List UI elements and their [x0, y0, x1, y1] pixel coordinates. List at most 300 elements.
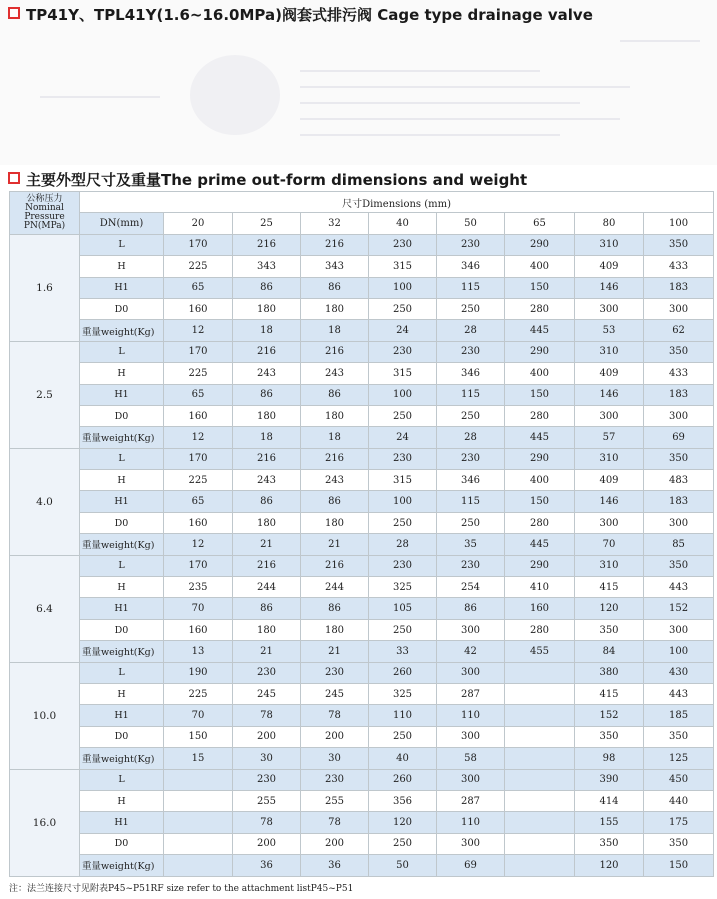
value-cell: 21 — [301, 534, 369, 555]
value-cell: 69 — [437, 855, 505, 876]
dn-size-cell: 25 — [233, 213, 301, 234]
value-cell: 409 — [575, 256, 644, 277]
value-cell: 260 — [369, 662, 437, 683]
value-cell: 78 — [233, 812, 301, 833]
value-cell: 65 — [164, 384, 233, 405]
value-cell: 280 — [505, 619, 575, 640]
value-cell — [164, 833, 233, 854]
value-cell: 120 — [575, 855, 644, 876]
parameter-label: H1 — [80, 705, 164, 726]
value-cell: 290 — [505, 234, 575, 255]
value-cell: 300 — [644, 405, 714, 426]
value-cell: 290 — [505, 555, 575, 576]
value-cell: 86 — [301, 598, 369, 619]
table-row — [10, 491, 714, 512]
parameter-label: 重量weight(Kg) — [80, 534, 164, 555]
faded-text-line — [620, 40, 700, 42]
value-cell: 433 — [644, 363, 714, 384]
value-cell: 170 — [164, 555, 233, 576]
value-cell: 280 — [505, 298, 575, 319]
value-cell: 244 — [301, 577, 369, 598]
table-row — [10, 534, 714, 555]
value-cell: 230 — [437, 448, 505, 469]
section-heading — [8, 169, 527, 190]
faded-valve-image — [190, 55, 280, 135]
value-cell: 78 — [301, 705, 369, 726]
value-cell: 300 — [575, 405, 644, 426]
value-cell: 85 — [644, 534, 714, 555]
value-cell: 310 — [575, 341, 644, 362]
value-cell: 24 — [369, 427, 437, 448]
value-cell: 18 — [233, 427, 301, 448]
value-cell: 216 — [233, 341, 301, 362]
value-cell — [505, 769, 575, 790]
value-cell: 15 — [164, 748, 233, 769]
value-cell: 42 — [437, 641, 505, 662]
value-cell: 225 — [164, 470, 233, 491]
value-cell: 36 — [233, 855, 301, 876]
value-cell: 400 — [505, 256, 575, 277]
value-cell: 415 — [575, 577, 644, 598]
value-cell: 380 — [575, 662, 644, 683]
parameter-label: H — [80, 363, 164, 384]
parameter-label: H1 — [80, 812, 164, 833]
table-row — [10, 470, 714, 491]
table-row — [10, 662, 714, 683]
parameter-label: H — [80, 790, 164, 811]
value-cell: 120 — [369, 812, 437, 833]
value-cell: 350 — [644, 234, 714, 255]
value-cell: 100 — [369, 491, 437, 512]
value-cell: 180 — [233, 405, 301, 426]
value-cell: 180 — [233, 512, 301, 533]
value-cell: 170 — [164, 448, 233, 469]
value-cell: 170 — [164, 341, 233, 362]
value-cell: 300 — [644, 512, 714, 533]
value-cell: 86 — [301, 491, 369, 512]
value-cell: 200 — [301, 833, 369, 854]
parameter-label: D0 — [80, 619, 164, 640]
value-cell — [505, 705, 575, 726]
value-cell: 12 — [164, 427, 233, 448]
value-cell: 243 — [233, 470, 301, 491]
dn-size-cell: 40 — [369, 213, 437, 234]
nominal-pressure-header — [10, 192, 80, 235]
parameter-label: D0 — [80, 405, 164, 426]
value-cell: 250 — [437, 298, 505, 319]
value-cell: 105 — [369, 598, 437, 619]
parameter-label: H — [80, 256, 164, 277]
parameter-label: D0 — [80, 833, 164, 854]
value-cell: 216 — [233, 448, 301, 469]
value-cell: 183 — [644, 277, 714, 298]
value-cell: 21 — [233, 641, 301, 662]
value-cell: 290 — [505, 341, 575, 362]
value-cell: 160 — [164, 512, 233, 533]
value-cell: 216 — [301, 341, 369, 362]
value-cell: 440 — [644, 790, 714, 811]
value-cell: 150 — [505, 491, 575, 512]
dn-size-cell: 32 — [301, 213, 369, 234]
value-cell: 350 — [644, 833, 714, 854]
value-cell: 62 — [644, 320, 714, 341]
value-cell: 230 — [437, 555, 505, 576]
value-cell — [505, 833, 575, 854]
value-cell: 100 — [369, 277, 437, 298]
value-cell: 40 — [369, 748, 437, 769]
value-cell: 152 — [575, 705, 644, 726]
faded-text-line — [300, 102, 580, 104]
value-cell: 84 — [575, 641, 644, 662]
faded-text-line — [40, 96, 160, 98]
value-cell: 445 — [505, 427, 575, 448]
value-cell: 180 — [233, 619, 301, 640]
value-cell: 28 — [437, 427, 505, 448]
corner-label-line: PN(MPa) — [23, 220, 66, 231]
value-cell: 21 — [233, 534, 301, 555]
dn-size-cell: 80 — [575, 213, 644, 234]
value-cell: 216 — [233, 234, 301, 255]
value-cell: 110 — [437, 812, 505, 833]
value-cell: 287 — [437, 790, 505, 811]
value-cell — [164, 855, 233, 876]
value-cell: 100 — [644, 641, 714, 662]
value-cell: 230 — [369, 555, 437, 576]
parameter-label: L — [80, 662, 164, 683]
value-cell: 216 — [301, 234, 369, 255]
parameter-label: L — [80, 448, 164, 469]
parameter-label: L — [80, 769, 164, 790]
value-cell: 325 — [369, 683, 437, 704]
value-cell: 350 — [575, 833, 644, 854]
value-cell: 86 — [301, 277, 369, 298]
value-cell — [505, 726, 575, 747]
value-cell: 86 — [437, 598, 505, 619]
value-cell: 120 — [575, 598, 644, 619]
value-cell: 250 — [369, 619, 437, 640]
value-cell: 86 — [233, 491, 301, 512]
red-square-bullet-icon — [8, 7, 20, 19]
value-cell: 325 — [369, 577, 437, 598]
value-cell — [164, 769, 233, 790]
value-cell: 260 — [369, 769, 437, 790]
value-cell: 115 — [437, 491, 505, 512]
value-cell: 180 — [301, 405, 369, 426]
value-cell: 100 — [369, 384, 437, 405]
value-cell: 86 — [233, 384, 301, 405]
value-cell: 245 — [233, 683, 301, 704]
value-cell: 70 — [164, 705, 233, 726]
value-cell — [505, 662, 575, 683]
value-cell: 175 — [644, 812, 714, 833]
value-cell: 115 — [437, 384, 505, 405]
value-cell — [505, 790, 575, 811]
value-cell: 86 — [233, 598, 301, 619]
dimensions-table — [9, 191, 714, 877]
value-cell: 315 — [369, 470, 437, 491]
value-cell: 356 — [369, 790, 437, 811]
table-row — [10, 427, 714, 448]
value-cell — [505, 683, 575, 704]
value-cell: 200 — [233, 833, 301, 854]
value-cell: 180 — [301, 298, 369, 319]
value-cell: 225 — [164, 363, 233, 384]
value-cell: 414 — [575, 790, 644, 811]
value-cell: 300 — [644, 619, 714, 640]
value-cell: 250 — [437, 512, 505, 533]
parameter-label: L — [80, 555, 164, 576]
value-cell: 300 — [437, 726, 505, 747]
value-cell: 35 — [437, 534, 505, 555]
value-cell: 350 — [644, 341, 714, 362]
value-cell: 443 — [644, 577, 714, 598]
table-header-row — [10, 192, 714, 213]
value-cell: 415 — [575, 683, 644, 704]
faded-text-line — [300, 134, 560, 136]
value-cell: 244 — [233, 577, 301, 598]
value-cell: 180 — [301, 619, 369, 640]
value-cell: 350 — [644, 726, 714, 747]
value-cell: 243 — [233, 363, 301, 384]
value-cell: 183 — [644, 384, 714, 405]
parameter-label: L — [80, 341, 164, 362]
value-cell: 160 — [505, 598, 575, 619]
value-cell: 78 — [301, 812, 369, 833]
value-cell: 58 — [437, 748, 505, 769]
value-cell: 250 — [369, 512, 437, 533]
value-cell: 343 — [233, 256, 301, 277]
value-cell: 170 — [164, 234, 233, 255]
table-row — [10, 277, 714, 298]
faded-text-line — [300, 70, 540, 72]
parameter-label: 重量weight(Kg) — [80, 748, 164, 769]
value-cell: 255 — [233, 790, 301, 811]
value-cell: 310 — [575, 448, 644, 469]
value-cell: 250 — [369, 405, 437, 426]
table-row — [10, 641, 714, 662]
value-cell: 310 — [575, 234, 644, 255]
value-cell: 400 — [505, 363, 575, 384]
table-row — [10, 298, 714, 319]
value-cell: 30 — [301, 748, 369, 769]
value-cell: 180 — [233, 298, 301, 319]
value-cell: 190 — [164, 662, 233, 683]
table-row — [10, 833, 714, 854]
value-cell: 160 — [164, 405, 233, 426]
parameter-label: H1 — [80, 384, 164, 405]
value-cell: 243 — [301, 363, 369, 384]
value-cell: 150 — [505, 384, 575, 405]
value-cell — [505, 748, 575, 769]
page-title — [8, 4, 593, 25]
parameter-label: D0 — [80, 726, 164, 747]
page-title-text: TP41Y、TPL41Y(1.6~16.0MPa)阀套式排污阀 Cage type drainage valve — [26, 6, 593, 24]
value-cell: 230 — [233, 662, 301, 683]
value-cell: 185 — [644, 705, 714, 726]
table-row — [10, 320, 714, 341]
value-cell: 24 — [369, 320, 437, 341]
value-cell: 230 — [233, 769, 301, 790]
table-row — [10, 790, 714, 811]
value-cell: 200 — [233, 726, 301, 747]
value-cell — [164, 812, 233, 833]
corner-label-line: Nominal — [25, 202, 64, 213]
value-cell: 445 — [505, 534, 575, 555]
value-cell: 150 — [505, 277, 575, 298]
value-cell: 430 — [644, 662, 714, 683]
value-cell: 230 — [369, 341, 437, 362]
value-cell: 410 — [505, 577, 575, 598]
value-cell: 230 — [369, 448, 437, 469]
value-cell: 13 — [164, 641, 233, 662]
value-cell: 315 — [369, 256, 437, 277]
value-cell: 146 — [575, 491, 644, 512]
value-cell: 250 — [369, 298, 437, 319]
table-row — [10, 448, 714, 469]
value-cell: 150 — [644, 855, 714, 876]
value-cell: 350 — [644, 448, 714, 469]
value-cell: 115 — [437, 277, 505, 298]
value-cell: 346 — [437, 470, 505, 491]
value-cell: 160 — [164, 619, 233, 640]
nominal-pressure-cell: 10.0 — [10, 662, 80, 769]
table-row — [10, 234, 714, 255]
value-cell: 98 — [575, 748, 644, 769]
table-row — [10, 683, 714, 704]
value-cell: 483 — [644, 470, 714, 491]
value-cell: 36 — [301, 855, 369, 876]
value-cell: 146 — [575, 277, 644, 298]
table-row — [10, 555, 714, 576]
value-cell: 78 — [233, 705, 301, 726]
corner-label-line: 公称压力 — [26, 193, 63, 204]
value-cell: 160 — [164, 298, 233, 319]
value-cell: 110 — [369, 705, 437, 726]
dimensions-header: 尺寸Dimensions (mm) — [80, 192, 714, 213]
value-cell: 230 — [437, 341, 505, 362]
value-cell: 250 — [369, 833, 437, 854]
value-cell — [505, 812, 575, 833]
parameter-label: D0 — [80, 298, 164, 319]
table-row — [10, 384, 714, 405]
value-cell: 225 — [164, 683, 233, 704]
value-cell: 125 — [644, 748, 714, 769]
value-cell: 346 — [437, 363, 505, 384]
table-row — [10, 598, 714, 619]
value-cell: 409 — [575, 470, 644, 491]
value-cell: 65 — [164, 277, 233, 298]
value-cell: 250 — [437, 405, 505, 426]
value-cell: 146 — [575, 384, 644, 405]
value-cell: 243 — [301, 470, 369, 491]
parameter-label: 重量weight(Kg) — [80, 641, 164, 662]
red-square-bullet-icon — [8, 172, 20, 184]
value-cell: 443 — [644, 683, 714, 704]
value-cell: 433 — [644, 256, 714, 277]
value-cell: 290 — [505, 448, 575, 469]
value-cell: 200 — [301, 726, 369, 747]
value-cell: 230 — [369, 234, 437, 255]
table-row — [10, 256, 714, 277]
value-cell: 180 — [301, 512, 369, 533]
dn-size-row — [10, 213, 714, 234]
value-cell: 152 — [644, 598, 714, 619]
value-cell: 21 — [301, 641, 369, 662]
value-cell: 28 — [437, 320, 505, 341]
value-cell: 400 — [505, 470, 575, 491]
value-cell: 346 — [437, 256, 505, 277]
nominal-pressure-cell: 16.0 — [10, 769, 80, 876]
value-cell: 390 — [575, 769, 644, 790]
value-cell: 225 — [164, 256, 233, 277]
parameter-label: D0 — [80, 512, 164, 533]
value-cell — [164, 790, 233, 811]
table-row — [10, 619, 714, 640]
table-row — [10, 705, 714, 726]
value-cell — [505, 855, 575, 876]
value-cell: 455 — [505, 641, 575, 662]
nominal-pressure-cell: 2.5 — [10, 341, 80, 448]
faded-text-line — [300, 118, 620, 120]
value-cell: 216 — [301, 555, 369, 576]
value-cell: 216 — [301, 448, 369, 469]
value-cell: 28 — [369, 534, 437, 555]
parameter-label: H — [80, 683, 164, 704]
value-cell: 230 — [301, 769, 369, 790]
value-cell: 18 — [301, 427, 369, 448]
value-cell: 70 — [575, 534, 644, 555]
value-cell: 18 — [233, 320, 301, 341]
value-cell: 110 — [437, 705, 505, 726]
value-cell: 310 — [575, 555, 644, 576]
value-cell: 235 — [164, 577, 233, 598]
parameter-label: 重量weight(Kg) — [80, 855, 164, 876]
value-cell: 255 — [301, 790, 369, 811]
value-cell: 450 — [644, 769, 714, 790]
value-cell: 287 — [437, 683, 505, 704]
value-cell: 50 — [369, 855, 437, 876]
value-cell: 12 — [164, 534, 233, 555]
parameter-label: H1 — [80, 277, 164, 298]
value-cell: 300 — [437, 619, 505, 640]
table-row — [10, 341, 714, 362]
value-cell: 230 — [301, 662, 369, 683]
value-cell: 350 — [575, 726, 644, 747]
value-cell: 183 — [644, 491, 714, 512]
table-row — [10, 812, 714, 833]
table-row — [10, 577, 714, 598]
value-cell: 57 — [575, 427, 644, 448]
value-cell: 86 — [233, 277, 301, 298]
parameter-label: 重量weight(Kg) — [80, 320, 164, 341]
table-row — [10, 512, 714, 533]
value-cell: 350 — [644, 555, 714, 576]
value-cell: 250 — [369, 726, 437, 747]
table-row — [10, 748, 714, 769]
value-cell: 86 — [301, 384, 369, 405]
value-cell: 300 — [437, 833, 505, 854]
value-cell: 280 — [505, 512, 575, 533]
value-cell: 409 — [575, 363, 644, 384]
value-cell: 216 — [233, 555, 301, 576]
value-cell: 69 — [644, 427, 714, 448]
value-cell: 30 — [233, 748, 301, 769]
value-cell: 343 — [301, 256, 369, 277]
parameter-label: H — [80, 470, 164, 491]
dn-size-cell: 65 — [505, 213, 575, 234]
value-cell: 155 — [575, 812, 644, 833]
value-cell: 53 — [575, 320, 644, 341]
